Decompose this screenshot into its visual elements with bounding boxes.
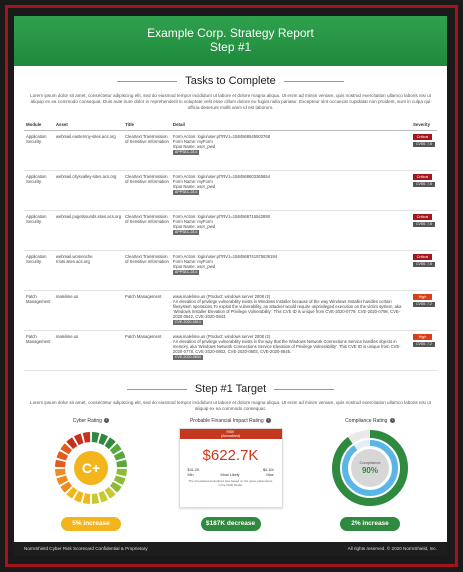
cell-detail (171, 251, 411, 291)
compliance-donut (330, 428, 410, 508)
cvss-badge: CVSS: 7.8 (413, 262, 435, 267)
info-icon[interactable]: i (390, 418, 395, 423)
financial-change-pill: $187K decrease (201, 517, 261, 531)
cell-detail (171, 171, 411, 211)
col-module[interactable]: Module (24, 120, 54, 131)
report-footer (14, 542, 447, 556)
severity-badge: High (413, 334, 432, 340)
report-title: Example Corp. Strategy Report (147, 26, 314, 40)
finding-tag: APPSEC-014 (174, 190, 197, 194)
cell-title: Cleartext Transmission of Sensitive Information (123, 171, 171, 211)
severity-badge: Critical (413, 174, 432, 180)
risk-value: $622.7K (202, 447, 259, 464)
tasks-table-body (24, 131, 437, 371)
risk-max-label: Max (266, 473, 274, 477)
detail-line: www.malelime.us (Product: windows server 2008 r2) (172, 334, 271, 339)
detail-line: Form Action: login/user.pl?RV1=1584568545502768 (172, 134, 271, 139)
detail-line: Form Name: myForm (172, 139, 213, 144)
risk-range-values (180, 464, 282, 472)
tasks-intro: Lorem ipsum dolor sit amet, consectetur adipiscing elit, sed do eiusmod tempor incididunt ut labore et dolore magna aliqua. Ut enim ad minim veniam, quis nostrud exercitation ullamco laboris nisi ut aliquip ex ea commodo consequat. Duis aute irure dolor in reprehenderit in voluptate velit esse cillum dolore eu fugiat nulla pariatur. Excepteur sint occaecat cupidatat non proident, sunt in culpa qui officia deserunt mollit anim id est laborum. (30, 93, 431, 110)
cell-detail (171, 131, 411, 171)
heading-rule-right (284, 81, 344, 82)
finding-tag: APPSEC-014 (174, 230, 197, 234)
heading-rule-left (127, 389, 187, 390)
detail-line: Form Name: myForm (172, 219, 213, 224)
risk-header-sub: (Annualized) (220, 434, 241, 438)
cyber-donut-segment (116, 469, 127, 476)
detail-line: An elevation of privilege vulnerability exists in Windows Installer because of the way Windows Installer handles certain filesystem operations.To exploit the vulnerability, an attacker would require unprivileged execution on the victim system, aka 'Windows Installer Elevation of Privilege Vulnerability'. This CVE ID is unique from CVE-2020-0779, CVE-2020-0798, CVE-2020-0842, CVE-2020-0843. (172, 299, 402, 319)
risk-min-value: $41.2K (187, 468, 200, 472)
severity-badge: High (413, 294, 432, 300)
cyber-donut-segment (83, 432, 90, 443)
cell-module: Application Security (24, 211, 54, 251)
col-asset[interactable]: Asset (54, 120, 123, 131)
financial-impact-card (172, 418, 290, 531)
info-icon[interactable]: i (266, 418, 271, 423)
finding-tag: CVE-2020-0814 (174, 320, 201, 324)
report-subtitle: Step #1 (209, 40, 252, 54)
severity-badge: Critical (413, 214, 432, 220)
cell-asset: webmail.womenche rriots.sites.acs.org (54, 251, 123, 291)
cyber-donut-segment (55, 460, 66, 467)
severity-badge: Critical (413, 134, 432, 140)
compliance-gauge (311, 427, 429, 509)
heading-rule-left (117, 81, 177, 82)
severity-badge: Critical (413, 254, 432, 260)
compliance-rating-card (311, 418, 429, 531)
cyber-rating-gauge (32, 427, 150, 509)
cell-asset: malelime.us (54, 331, 123, 371)
cyber-donut-segment (92, 432, 99, 443)
footer-left: NormShield Cyber Risk Scorecard Confidential & Proprietary (24, 546, 148, 551)
cell-module: Application Security (24, 171, 54, 211)
detail-line: Form Name: myForm (172, 179, 213, 184)
col-title[interactable]: Title (123, 120, 171, 131)
cyber-rating-title (32, 418, 150, 427)
report-header (14, 16, 447, 66)
cvss-badge: CVSS: 7.2 (413, 302, 435, 307)
compliance-label: Compliance (359, 460, 381, 465)
risk-min-label: Min (187, 473, 194, 477)
detail-line: Input Name: user_pwd (172, 144, 216, 149)
cell-severity (411, 211, 437, 251)
detail-line: Form Action: login/user.pl?RV1=1584568603365854 (172, 174, 271, 179)
cvss-badge: CVSS: 7.8 (413, 142, 435, 147)
cell-title: Cleartext Transmission of Sensitive Information (123, 131, 171, 171)
risk-header-label: RISK (226, 430, 235, 434)
table-row (24, 131, 437, 171)
cyber-donut-segment (92, 493, 99, 504)
cyber-rating-card (32, 418, 150, 531)
detail-line: Input Name: user_pwd (172, 264, 216, 269)
risk-max-value: $4.1M (262, 468, 274, 472)
detail-line: Form Action: login/user.pl?RV1=1584568715542890 (172, 214, 271, 219)
financial-impact-title (172, 418, 290, 427)
report-page (14, 16, 447, 556)
cell-severity (411, 331, 437, 371)
cell-module: Patch Management (24, 331, 54, 371)
table-row (24, 171, 437, 211)
cell-detail (171, 331, 411, 371)
compliance-rating-title-text: Compliance Rating (345, 418, 388, 424)
table-row (24, 211, 437, 251)
detail-line: Form Action: login/user.pl?RV1=1584568741975636194 (172, 254, 278, 259)
table-row (24, 331, 437, 371)
target-cards (14, 412, 447, 531)
cell-detail (171, 211, 411, 251)
finding-tag: APPSEC-014 (174, 270, 197, 274)
tasks-heading (14, 75, 447, 87)
cyber-donut (51, 428, 131, 508)
detail-line: Input Name: user_pwd (172, 184, 216, 189)
risk-note: The forecasted annualized loss based on the given parameters in the FAIR Model. (188, 479, 273, 487)
detail-line: An elevation of privilege vulnerability exists in the way that the Windows Network Connections Service handles objects in memory, aka 'Windows Network Connections Service Elevation of Privilege Vulnerability'. This CVE ID is unique from CVE-2020-0778, CVE-2020-0802, CVE-2020-0803, CVE-2020-0845. (172, 339, 401, 354)
cell-asset: webmail.citysvalley-sites.acs.org (54, 171, 123, 211)
compliance-percent: 90% (361, 466, 379, 475)
compliance-change-pill: 2% increase (340, 517, 400, 531)
cvss-badge: CVSS: 7.2 (413, 342, 435, 347)
cell-module: Application Security (24, 251, 54, 291)
financial-impact-box-wrap (172, 427, 290, 509)
cell-module: Patch Management (24, 291, 54, 331)
tasks-heading-text: Tasks to Complete (185, 75, 276, 87)
finding-tag: CVE-2020-0804 (174, 355, 201, 359)
cell-module: Application Security (24, 131, 54, 171)
cyber-donut-segment (83, 493, 90, 504)
cvss-badge: CVSS: 7.8 (413, 222, 435, 227)
cyber-change-pill: 5% increase (61, 517, 121, 531)
cell-asset: malelime.us (54, 291, 123, 331)
tasks-table (24, 120, 437, 371)
cell-detail (171, 291, 411, 331)
table-row (24, 291, 437, 331)
financial-impact-box (179, 428, 283, 508)
tasks-table-header (24, 120, 437, 131)
finding-tag: APPSEC-014 (174, 150, 197, 154)
risk-header (180, 429, 282, 439)
cell-asset: webmail.pugetsounds.sites.acs.org (54, 211, 123, 251)
cell-asset: webmail.easternny-sites.acs.org (54, 131, 123, 171)
cell-title: Cleartext Transmission of Sensitive Information (123, 211, 171, 251)
cyber-donut-segment (116, 460, 127, 467)
footer-right: All rights reserved. © 2020 NormShield, Inc. (347, 546, 437, 551)
col-detail[interactable]: Detail (171, 120, 411, 131)
cell-title: Patch Management (123, 291, 171, 331)
cvss-badge: CVSS: 7.8 (413, 182, 435, 187)
cell-title: Cleartext Transmission of Sensitive Information (123, 251, 171, 291)
cell-severity (411, 251, 437, 291)
target-intro: Lorem ipsum dolor sit amet, consectetur adipiscing elit, sed do eiusmod tempor incididunt ut labore et dolore magna aliqua. Ut enim ad minim veniam, quis nostrud exercitation ullamco laboris nisi ut aliquip ex ea commodo consequat. (30, 400, 431, 411)
table-row (24, 251, 437, 291)
info-icon[interactable]: i (104, 418, 109, 423)
cell-title: Patch Management (123, 331, 171, 371)
detail-line: www.malelime.us (Product: windows server 2008 r2) (172, 294, 271, 299)
cell-severity (411, 291, 437, 331)
col-severity[interactable]: Severity (411, 120, 437, 131)
detail-line: Form Name: myForm (172, 259, 213, 264)
cyber-rating-title-text: Cyber Rating (72, 418, 102, 424)
target-heading (14, 383, 447, 395)
risk-likely-label: Most Likely (220, 473, 240, 477)
target-heading-text: Step #1 Target (194, 383, 267, 395)
detail-line: Input Name: user_pwd (172, 224, 216, 229)
cell-severity (411, 171, 437, 211)
financial-impact-title-text: Probable Financial Impact Rating (189, 418, 264, 424)
cell-severity (411, 131, 437, 171)
compliance-rating-title (311, 418, 429, 427)
grade-text: C+ (81, 460, 101, 476)
heading-rule-right (274, 389, 334, 390)
cyber-donut-segment (55, 469, 66, 476)
